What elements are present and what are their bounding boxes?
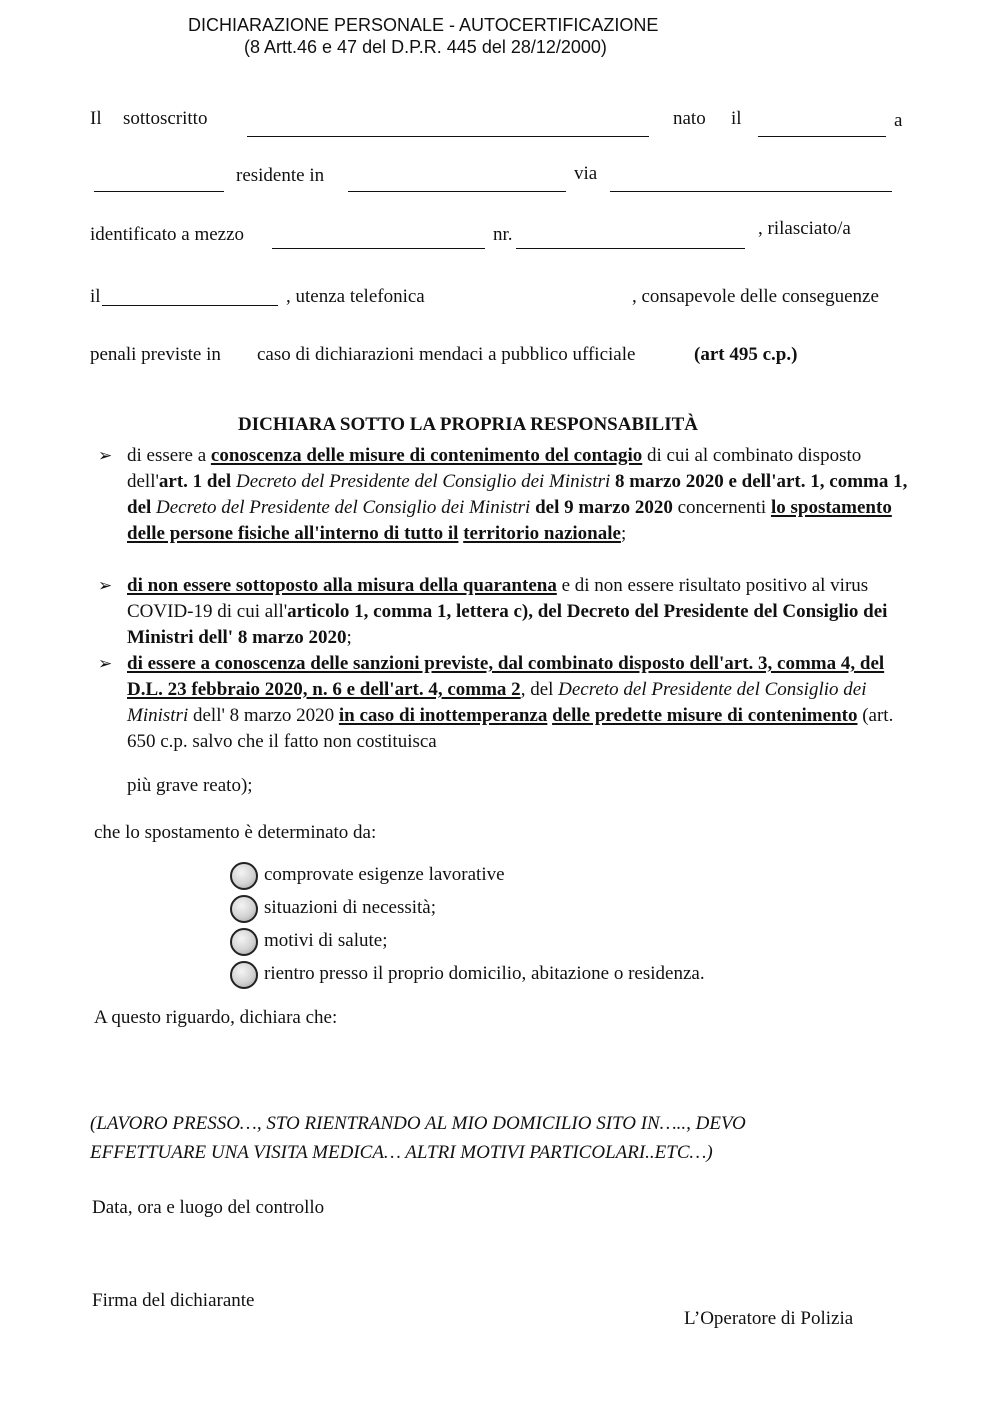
radio-salute[interactable] <box>230 928 258 956</box>
label-residente-in: residente in <box>236 165 325 186</box>
option-label: motivi di salute; <box>264 930 388 951</box>
document-type-field[interactable] <box>272 248 485 249</box>
radio-necessita[interactable] <box>230 895 258 923</box>
birthdate-field[interactable] <box>758 136 886 137</box>
street-field[interactable] <box>610 191 892 192</box>
option-label: rientro presso il proprio domicilio, abitazione o residenza. <box>264 963 705 984</box>
document-subtitle: (8 Artt.46 e 47 del D.P.R. 445 del 28/12/2000) <box>244 37 607 57</box>
label-il-rilascio: il <box>90 286 101 307</box>
spostamento-label: che lo spostamento è determinato da: <box>94 822 377 843</box>
bullet-arrow-icon: ➢ <box>98 654 113 674</box>
residence-city-field[interactable] <box>348 191 566 192</box>
bullet-arrow-icon: ➢ <box>98 446 113 466</box>
firma-dichiarante-label: Firma del dichiarante <box>92 1290 255 1311</box>
label-art495: (art 495 c.p.) <box>694 344 798 365</box>
issue-date-field[interactable] <box>102 305 278 306</box>
document-title: DICHIARAZIONE PERSONALE - AUTOCERTIFICAZIONE <box>188 15 659 35</box>
label-rilasciato: , rilasciato/a <box>758 218 851 239</box>
declaration-2: di non essere sottoposto alla misura della quarantena e di non essere risultato positivo al virus COVID-19 di cui all'articolo 1, comma 1, lettera c), del Decreto del Presidente del Consiglio dei Ministri dell' 8 marzo 2020; <box>127 575 888 648</box>
birthplace-field[interactable] <box>94 191 224 192</box>
piu-grave-text: più grave reato); <box>127 775 253 796</box>
label-nato: nato <box>673 108 706 129</box>
label-caso: caso di dichiarazioni mendaci a pubblico ufficiale <box>257 344 636 365</box>
radio-esigenze-lavorative[interactable] <box>230 862 258 890</box>
label-il-birthdate: il <box>731 108 742 129</box>
label-sottoscritto: sottoscritto <box>123 108 208 129</box>
bullet-arrow-icon: ➢ <box>98 576 113 596</box>
name-field[interactable] <box>247 136 649 137</box>
example-text-line-1: (LAVORO PRESSO…, STO RIENTRANDO AL MIO DOMICILIO SITO IN….., DEVO <box>90 1113 746 1134</box>
label-penali: penali previste in <box>90 344 221 365</box>
data-ora-luogo-label: Data, ora e luogo del controllo <box>92 1197 325 1218</box>
document-number-field[interactable] <box>516 248 745 249</box>
label-identificato: identificato a mezzo <box>90 224 245 245</box>
label-utenza: , utenza telefonica <box>286 286 425 307</box>
example-text-line-2: EFFETTUARE UNA VISITA MEDICA… ALTRI MOTIVI PARTICOLARI..ETC…) <box>90 1142 713 1163</box>
label-consapevole: , consapevole delle conseguenze <box>632 286 879 307</box>
declaration-3: di essere a conoscenza delle sanzioni previste, dal combinato disposto dell'art. 3, comma 4, del D.L. 23 febbraio 2020, n. 6 e dell'art. 4, comma 2, del Decreto del Presidente del Consiglio dei Ministri dell' 8 marzo 2020 in caso di inottemperanza delle predette misure di contenimento (art. 650 c.p. salvo che il fatto non costituisca <box>127 653 894 752</box>
option-label: situazioni di necessità; <box>264 897 437 918</box>
operatore-polizia-label: L’Operatore di Polizia <box>684 1308 854 1329</box>
label-il: Il <box>90 108 102 129</box>
label-via: via <box>574 163 598 184</box>
label-nr: nr. <box>493 224 513 245</box>
label-a: a <box>894 110 903 131</box>
option-label: comprovate esigenze lavorative <box>264 864 505 885</box>
declaration-1: di essere a conoscenza delle misure di contenimento del contagio di cui al combinato disposto dell'art. 1 del Decreto del Presidente del Consiglio dei Ministri 8 marzo 2020 e dell'art. 1, comma 1, del Decreto del Presidente del Consiglio dei Ministri del 9 marzo 2020 concernenti lo spostamento delle persone fisiche all'interno di tutto il territorio nazionale; <box>127 445 908 544</box>
riguardo-label: A questo riguardo, dichiara che: <box>94 1007 338 1028</box>
dichiara-heading: DICHIARA SOTTO LA PROPRIA RESPONSABILITÀ <box>238 414 698 435</box>
radio-rientro-domicilio[interactable] <box>230 961 258 989</box>
